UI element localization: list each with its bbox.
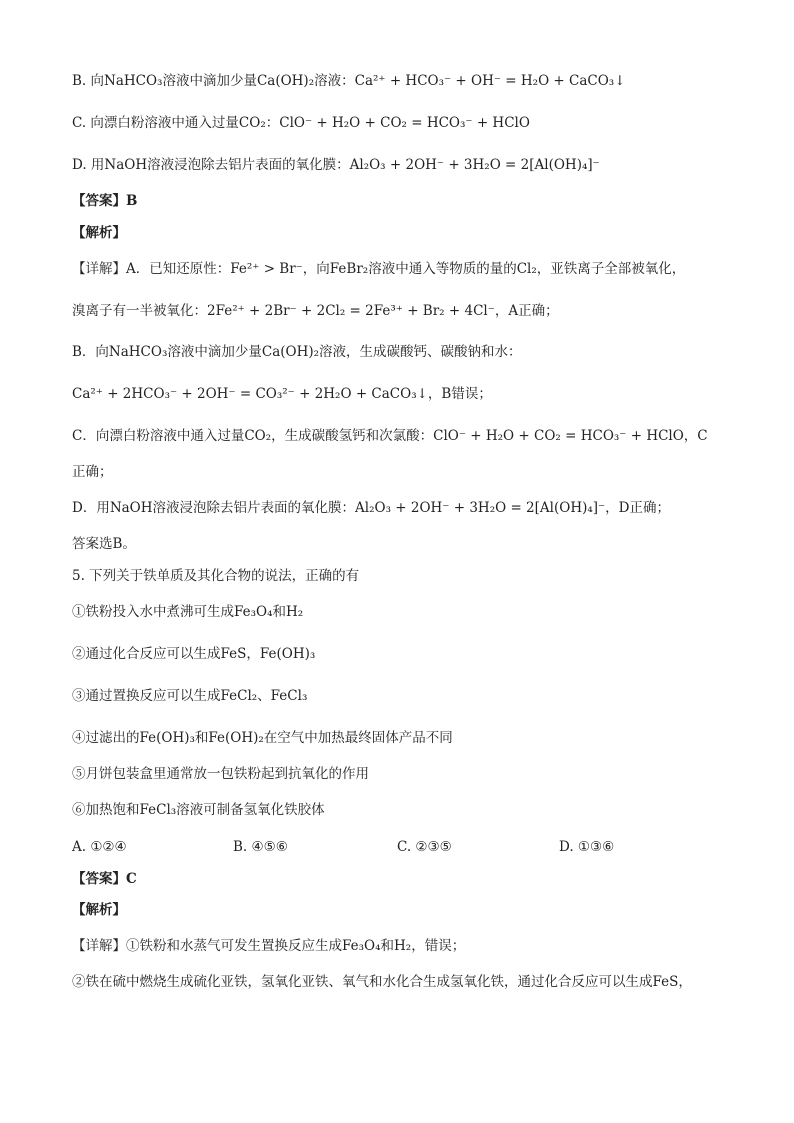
detail-a-line-2: 溴离子有一半被氧化：2Fe²⁺ + 2Br⁻ + 2Cl₂ = 2Fe³⁺ + Br₂ + 4Cl⁻，A正确； <box>72 303 559 319</box>
statement-1: ①铁粉投入水中煮沸可生成Fe₃O₄和H₂ <box>72 604 304 620</box>
analysis-label: 【解析】 <box>72 225 126 241</box>
option-c-text: C. 向漂白粉溶液中通入过量CO₂：ClO⁻ + H₂O + CO₂ = HCO₃⁻ + HClO <box>72 115 530 131</box>
detail-2: ②铁在硫中燃烧生成硫化亚铁，氢氧化亚铁、氧气和水化合生成氢氧化铁，通过化合反应可以生成FeS， <box>72 974 692 990</box>
option-a: A. ①②④ <box>72 839 127 855</box>
statement-2: ②通过化合反应可以生成FeS，Fe(OH)₃ <box>72 646 316 662</box>
option-d: D. ①③⑥ <box>559 839 615 855</box>
statement-6: ⑥加热饱和FeCl₃溶液可制备氢氧化铁胶体 <box>72 802 325 818</box>
detail-d-line: D．用NaOH溶液浸泡除去铝片表面的氧化膜：Al₂O₃ + 2OH⁻ + 3H₂O = 2[Al(OH)₄]⁻，D正确； <box>72 500 670 516</box>
option-c: C. ②③⑤ <box>397 839 452 855</box>
analysis-label-2: 【解析】 <box>72 902 126 918</box>
answer-label-2: 【答案】C <box>72 871 137 887</box>
detail-c-line-1: C．向漂白粉溶液中通入过量CO₂，生成碳酸氢钙和次氯酸：ClO⁻ + H₂O + CO₂ = HCO₃⁻ + HClO，C <box>72 428 708 444</box>
option-b-text: B. 向NaHCO₃溶液中滴加少量Ca(OH)₂溶液：Ca²⁺ + HCO₃⁻ + OH⁻ = H₂O + CaCO₃↓ <box>72 73 626 89</box>
answer-label: 【答案】B <box>72 193 138 209</box>
statement-3: ③通过置换反应可以生成FeCl₂、FeCl₃ <box>72 688 308 704</box>
detail-1: 【详解】①铁粉和水蒸气可发生置换反应生成Fe₃O₄和H₂，错误； <box>72 938 466 954</box>
option-d-text: D. 用NaOH溶液浸泡除去铝片表面的氧化膜：Al₂O₃ + 2OH⁻ + 3H₂O = 2[Al(OH)₄]⁻ <box>72 157 600 173</box>
option-b: B. ④⑤⑥ <box>233 839 288 855</box>
statement-5: ⑤月饼包装盒里通常放一包铁粉起到抗氧化的作用 <box>72 766 369 782</box>
detail-b-line-1: B．向NaHCO₃溶液中滴加少量Ca(OH)₂溶液，生成碳酸钙、碳酸钠和水： <box>72 344 522 360</box>
detail-c-line-2: 正确； <box>72 464 113 480</box>
statement-4: ④过滤出的Fe(OH)₃和Fe(OH)₂在空气中加热最终固体产品不同 <box>72 730 453 746</box>
detail-a-line-1: 【详解】A．已知还原性：Fe²⁺ > Br⁻，向FeBr₂溶液中通入等物质的量的Cl₂，亚铁离子全部被氧化， <box>72 261 686 277</box>
answer-conclusion: 答案选B。 <box>72 536 136 552</box>
question-5-stem: 5. 下列关于铁单质及其化合物的说法，正确的有 <box>72 568 360 584</box>
detail-b-line-2: Ca²⁺ + 2HCO₃⁻ + 2OH⁻ = CO₃²⁻ + 2H₂O + CaCO₃↓，B错误； <box>72 386 492 402</box>
